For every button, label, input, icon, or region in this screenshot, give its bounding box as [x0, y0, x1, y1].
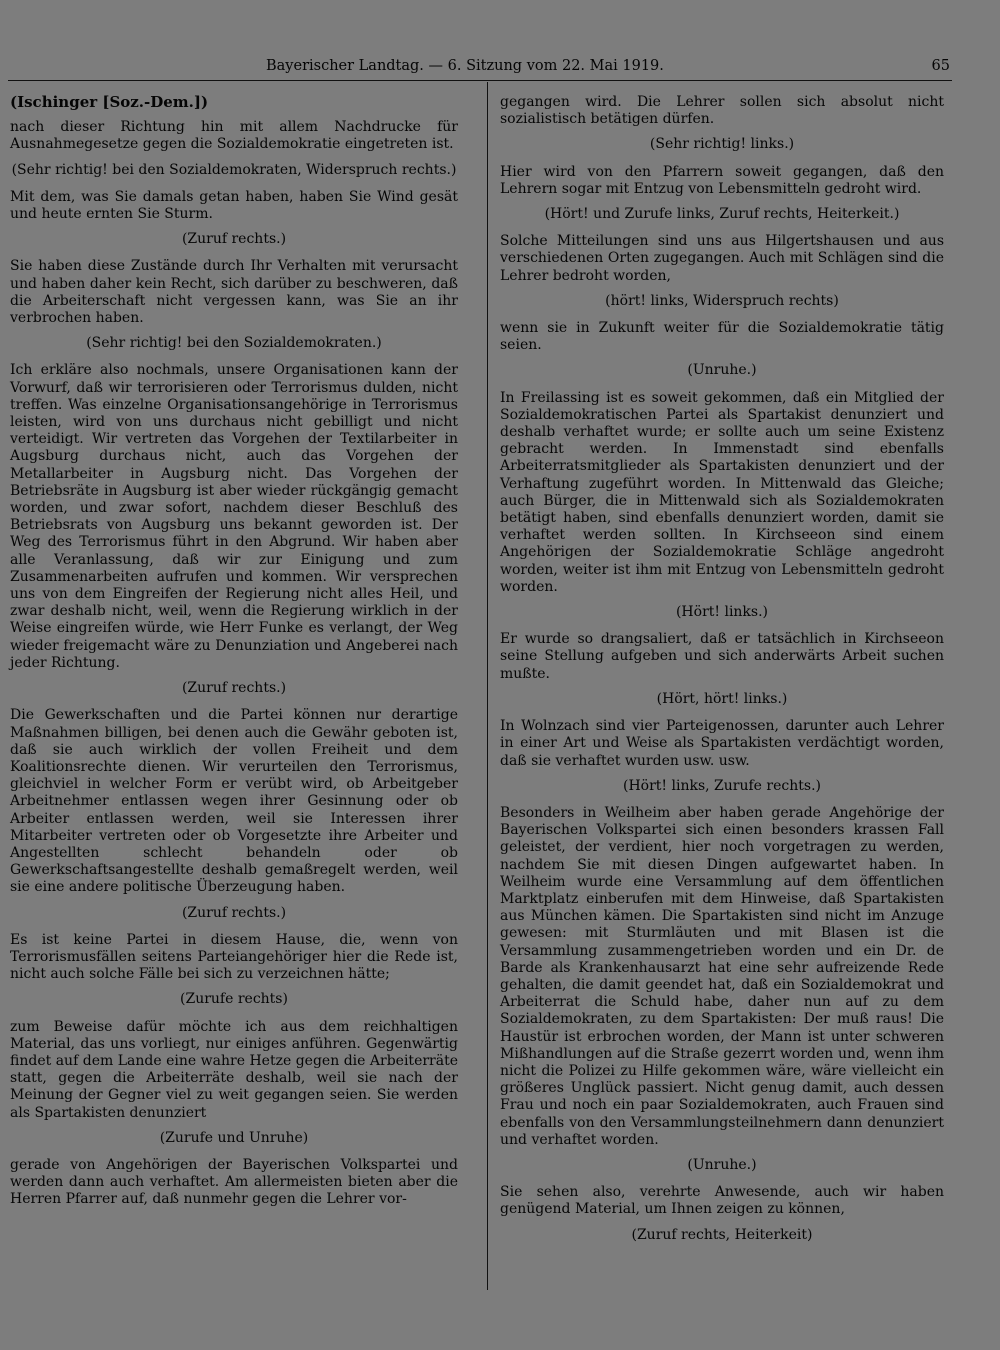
- running-title: Bayerischer Landtag. — 6. Sitzung vom 22. Mai 1919.: [266, 58, 664, 74]
- paragraph: Solche Mitteilungen sind uns aus Hilgertshausen und aus verschiedenen Orten zugegangen. Auch mit Schlägen sind die Lehrer bedroht worden,: [500, 233, 944, 284]
- interjection: (Unruhe.): [687, 1156, 757, 1173]
- page-number: 65: [931, 58, 950, 74]
- interjection: (Unruhe.): [687, 362, 757, 379]
- paragraph: wenn sie in Zukunft weiter für die Sozialdemokratie tätig seien.: [500, 320, 944, 354]
- interjection: (Sehr richtig! bei den Sozialdemokraten.): [86, 335, 382, 352]
- right-column: [500, 94, 944, 1254]
- header-rule: [8, 80, 952, 81]
- paragraph: Besonders in Weilheim aber haben gerade Angehörige der Bayerischen Volkspartei sich einen besonders krassen Fall geleistet, der verdient, hier noch vorgetragen zu werden, nachdem Sie mit diesen Dingen aufgewartet haben. In Weilheim wurde eine Versammlung auf dem öffentlichen Marktplatz einberufen mit dem Hinweise, daß Spartakisten aus München kämen. Die Spartakisten sind nicht im Anzuge gewesen: mit Sturmläuten und mit Blasen ist die Versammlung zusammengetrieben worden und ein Dr. de Barde als Krankenhausarzt hat eine sehr aufreizende Rede gehalten, die damit geendet hat, daß ein Sozialdemokrat und Arbeiterrat die Schuld habe, daher nun auf zu dem Sozialdemokraten, zu dem Spartakisten: Der muß raus! Die Haustür ist erbrochen worden, der Mann ist unter schweren Mißhandlungen auf die Straße gezerrt worden und, wenn ihm nicht die Polizei zu Hilfe gekommen wäre, wäre vielleicht ein größeres Unglück passiert. Nicht genug damit, auch dessen Frau und noch ein paar Sozialdemokraten, auch Frauen sind ebenfalls von den Versammlungsteilnehmern dann denunziert und verhaftet worden.: [500, 804, 944, 1148]
- interjection: (Hört, hört! links.): [656, 690, 788, 707]
- left-column: [10, 94, 458, 1215]
- paragraph: Hier wird von den Pfarrern soweit gegangen, daß den Lehrern sogar mit Entzug von Lebensmitteln gedroht wird.: [500, 163, 944, 197]
- interjection: (Zuruf rechts.): [181, 904, 287, 921]
- paragraph: In Wolnzach sind vier Parteigenossen, darunter auch Lehrer in einer Art und Weise als Spartakisten verdächtigt worden, daß sie verhaftet wurden usw. usw.: [500, 718, 944, 769]
- paragraph: gerade von Angehörigen der Bayerischen Volkspartei und werden dann auch verhaftet. Am allermeisten bieten aber die Herren Pfarrer auf, daß nunmehr gegen die Lehrer vor-: [10, 1156, 458, 1208]
- paragraph: Ich erkläre also nochmals, unsere Organisationen kann der Vorwurf, daß wir terrorisieren oder Terrorismus dulden, nicht treffen. Was einzelne Organisationsangehörige in Terrorismus leisten, wird von uns durchaus nicht gebilligt und nicht verteidigt. Wir vertreten das Vorgehen der Textilarbeiter in Augsburg durchaus nicht, auch das Vorgehen der Metallarbeiter in Augsburg nicht. Das Vorgehen der Betriebsräte in Augsburg ist aber wieder rückgängig gemacht worden, und zwar sofort, nachdem dieser Beschluß des Betriebsrats von Augsburg uns bekannt geworden ist. Der Weg des Terrorismus führt in den Abgrund. Wir haben aber alle Veranlassung, daß wir zur Einigung und zum Zusammenarbeiten aufrufen und kommen. Wir versprechen uns von dem Eingreifen der Regierung nicht alles Heil, und zwar deshalb nicht, weil, wenn die Regierung wirklich in der Weise eingreifen würde, wie Herr Funke es verlangt, der Weg wieder freigemacht wäre zu Denunziation und Angeberei nach jeder Richtung.: [10, 362, 458, 671]
- interjection: (Hört! und Zurufe links, Zuruf rechts, Heiterkeit.): [544, 206, 900, 223]
- speaker-label: (Ischinger [Soz.-Dem.]): [10, 93, 209, 111]
- paragraph: Es ist keine Partei in diesem Hause, die, wenn von Terrorismusfällen seitens Parteiangehöriger hier die Rede ist, nicht auch solche Fälle bei sich zu verzeichnen hätte;: [10, 931, 458, 983]
- paragraph: In Freilassing ist es soweit gekommen, daß ein Mitglied der Sozialdemokratischen Partei als Spartakist denunziert und deshalb verhaftet wurde; er sollte auch um seine Existenz gebracht werden. In Immenstadt sind ebenfalls Arbeiterratsmitglieder als Spartakisten denunziert und der Verhaftung zugeführt worden. In Mittenwald das Gleiche; auch Bürger, die in Mittenwald sich als Sozialdemokraten betätigt haben, sind ebenfalls denunziert worden, damit sie verhaftet werden sollten. In Kirchseeon sind einem Angehörigen der Sozialdemokratie Schläge angedroht worden, weiter ist ihm mit Entzug von Lebensmitteln gedroht worden.: [500, 389, 944, 595]
- paragraph: nach dieser Richtung hin mit allem Nachdrucke für Ausnahmegesetze gegen die Sozialdemokratie eingetreten ist.: [10, 119, 458, 153]
- paragraph: Mit dem, was Sie damals getan haben, haben Sie Wind gesät und heute ernten Sie Sturm.: [10, 188, 458, 223]
- interjection: (Zuruf rechts.): [181, 231, 287, 248]
- interjection: (Zuruf rechts, Heiterkeit): [631, 1226, 813, 1243]
- interjection: (Sehr richtig! bei den Sozialdemokraten, Widerspruch rechts.): [11, 161, 457, 178]
- column-divider: [487, 82, 488, 1290]
- interjection: (Zurufe und Unruhe): [159, 1129, 309, 1146]
- page-header: [8, 58, 950, 78]
- interjection: (Hört! links, Zurufe rechts.): [623, 777, 821, 794]
- interjection: (Zuruf rechts.): [181, 680, 287, 697]
- interjection: (Zurufe rechts): [180, 991, 288, 1008]
- paragraph: gegangen wird. Die Lehrer sollen sich absolut nicht sozialistisch betätigen dürfen.: [500, 94, 944, 128]
- paragraph: Sie haben diese Zustände durch Ihr Verhalten mit verursacht und haben daher kein Recht, sich darüber zu beschweren, daß die Arbeiterschaft nicht vergessen kann, was Sie an ihr verbrochen haben.: [10, 258, 458, 327]
- interjection: (Hört! links.): [675, 604, 769, 621]
- paragraph: zum Beweise dafür möchte ich aus dem reichhaltigen Material, das uns vorliegt, nur einiges anführen. Gegenwärtig findet auf dem Lande eine wahre Hetze gegen die Arbeiterräte statt, gegen die Arbeiterräte deshalb, weil sie nach der Meinung der Gegner viel zu weit gegangen seien. Sie werden als Spartakisten denunziert: [10, 1018, 458, 1121]
- paragraph: Er wurde so drangsaliert, daß er tatsächlich in Kirchseeon seine Stellung aufgeben und sich anderwärts Arbeit suchen mußte.: [500, 631, 944, 682]
- paragraph: Die Gewerkschaften und die Partei können nur derartige Maßnahmen billigen, bei denen auch die Gewähr geboten ist, daß sie auch wirklich der vollen Freiheit und dem Koalitionsrechte dienen. Wir verurteilen den Terrorismus, gleichviel in welcher Form er verübt wird, ob Arbeitgeber Arbeitnehmer entlassen wegen ihrer Gesinnung oder ob Arbeiter entlassen werden, weil sie Interessen ihrer Mitarbeiter vertreten oder ob Vorgesetzte ihre Arbeiter und Angestellten schlecht behandeln oder ob Gewerkschaftsangestellte deshalb gemaßregelt werden, weil sie eine andere politische Überzeugung haben.: [10, 707, 458, 896]
- paragraph: Sie sehen also, verehrte Anwesende, auch wir haben genügend Material, um Ihnen zeigen zu können,: [500, 1184, 944, 1218]
- interjection: (Sehr richtig! links.): [649, 136, 795, 153]
- interjection: (hört! links, Widerspruch rechts): [605, 292, 839, 309]
